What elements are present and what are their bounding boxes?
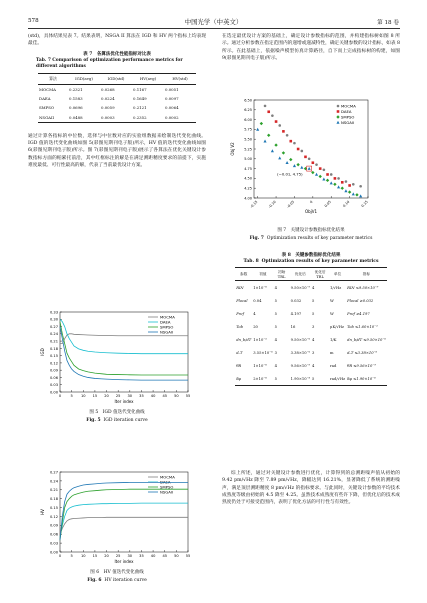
- x-tick-label: 10: [80, 554, 86, 558]
- t7-cell: 0.0097: [165, 96, 179, 102]
- table-row: [235, 307, 387, 320]
- table-row: [38, 112, 196, 122]
- left-para-2: 通过计算各指标的中位数，选择与中位数对应的实验组数据来绘制迭代变化曲线。IGD 值的迭代变化曲线如图 5(彩图见期刊电子版)所示，HV 值的迭代变化曲线如图 6(彩图见期刊电子版)所示。图 7(彩图见期刊电子版)展示了各算法在优化关键设计参数指标方面的帕累托前沿，其中红框标注的解是在满足测距精度要求的前提下，实施难度最低、可行性最高的解，代表了当前最优设计方案。: [28, 133, 206, 169]
- point-smpso: [267, 134, 270, 137]
- x-tick-label: 0.05: [323, 199, 332, 209]
- t7-header: IGD(avg): [75, 76, 93, 82]
- fig6-caption-en: [28, 578, 206, 584]
- point-daea: [334, 177, 337, 180]
- legend-marker: [336, 121, 339, 124]
- x-tick-label: 0: [58, 394, 62, 398]
- t8-cell: 2×10⁻⁸: [253, 376, 267, 381]
- legend-label: NSGAII: [341, 119, 355, 125]
- x-tick-label: 40: [150, 394, 156, 398]
- legend-label: DAEA: [160, 319, 171, 325]
- x-tick-label: 40: [150, 554, 156, 558]
- point-daea: [282, 130, 285, 133]
- x-axis-label: Iter index: [114, 399, 134, 404]
- table7-title-en-text: Comparison of optimization performance metrics for different algorithms: [36, 57, 183, 69]
- x-axis-label: ObjV1: [304, 209, 318, 214]
- t7-cell: 0.0051: [165, 86, 179, 92]
- fig6-label: Fig. 6: [87, 578, 102, 583]
- y-tick-label: 0.03: [49, 383, 58, 388]
- point-daea: [297, 148, 300, 151]
- fig7-caption-text: Optimization results of key parameter metrics: [266, 236, 373, 241]
- t8-cell: 3: [312, 350, 315, 355]
- hv-chart: [38, 466, 208, 566]
- y-tick-label: 0.12: [49, 514, 58, 519]
- table7-title-en: [28, 58, 206, 70]
- t8-cell: 5: [274, 324, 277, 329]
- t7-cell: 0.0268: [101, 86, 115, 92]
- point-nsgaii: [286, 161, 289, 164]
- t8-cell: 5: [274, 311, 277, 316]
- y-tick-label: 0.21: [49, 339, 58, 344]
- x-tick-label: 35: [139, 394, 144, 398]
- t8-cell: Plocal: [236, 298, 248, 303]
- legend-label: NSGAII: [160, 489, 174, 495]
- t8-header: 优化后: [294, 271, 306, 276]
- x-tick-label: 5: [70, 394, 73, 398]
- t7-header: HV(avg): [139, 76, 157, 82]
- series-line-mocma: [60, 334, 188, 344]
- point-nsgaii: [293, 164, 296, 167]
- point-smpso: [348, 190, 351, 193]
- t8-cell: 9.50×10⁻⁹: [290, 285, 311, 290]
- fig6-caption-cn: 图 6 HV 值迭代变化曲线: [90, 570, 144, 575]
- t7-cell: 0.0696: [69, 105, 83, 111]
- x-tick-label: 0.15: [360, 199, 369, 209]
- t8-cell: 0.032: [290, 298, 302, 303]
- table-row: [235, 372, 387, 386]
- highlight-label: (−0.01, 4.75): [277, 171, 303, 177]
- point-nsgaii: [330, 181, 333, 184]
- t8-cell: Plocal ≥0.032: [347, 298, 374, 303]
- point-nsgaii: [263, 139, 266, 142]
- t8-cell: 5: [274, 298, 277, 303]
- y-tick-label: 6.25: [244, 108, 252, 113]
- point-smpso: [355, 193, 358, 196]
- point-smpso: [282, 151, 285, 154]
- journal-title: 中国光学（中英文）: [184, 18, 243, 26]
- legend-label: DAEA: [341, 108, 352, 114]
- t8-cell: 9.56×10⁻⁹: [290, 363, 311, 368]
- y-tick-label: 0.24: [49, 332, 58, 337]
- x-tick-label: 50: [174, 554, 179, 558]
- y-axis-label: IGD: [40, 348, 45, 356]
- fig5-caption-text: IGD iteration curve: [103, 418, 148, 423]
- y-tick-label: 5.00: [244, 157, 252, 162]
- t8-cell: 4.197: [290, 311, 302, 316]
- point-nsgaii: [300, 166, 303, 169]
- point-mocma: [337, 177, 340, 180]
- y-tick-label: 0.30: [49, 317, 58, 322]
- t8-cell: 9.50×10⁻⁶: [290, 337, 311, 342]
- y-axis-label: Obj V2: [230, 142, 235, 156]
- point-nsgaii: [359, 194, 362, 197]
- page-number: 578: [28, 18, 39, 24]
- point-mocma: [345, 180, 348, 183]
- table8-title-en-text: Optimization results of key parameter metrics: [261, 259, 379, 265]
- x-tick-label: 45: [162, 394, 168, 398]
- y-tick-label: 0.21: [49, 488, 58, 493]
- t8-cell: 3: [312, 324, 315, 329]
- legend-label: MOCMA: [160, 314, 175, 320]
- fig7-label: Fig. 7: [249, 236, 264, 241]
- t8-cell: dₑT ≤3.38×10⁻⁶: [347, 350, 378, 355]
- x-tick-label: 30: [127, 554, 133, 558]
- fig7-caption-en: [222, 236, 400, 242]
- fig7-caption-cn: 图 7 关键设计参数指标优化结果: [277, 228, 345, 233]
- series-line-smpso: [60, 489, 188, 540]
- t7-cell: DAEA: [39, 96, 51, 102]
- point-mocma: [323, 168, 326, 171]
- point-daea: [319, 167, 322, 170]
- x-tick-label: 0: [309, 199, 314, 205]
- table8-title-en: [222, 259, 400, 265]
- t8-cell: 4: [274, 363, 277, 368]
- point-mocma: [293, 142, 296, 145]
- t8-cell: rad/√Hz: [330, 376, 346, 381]
- point-smpso: [333, 183, 336, 186]
- point-mocma: [359, 185, 362, 188]
- point-mocma: [264, 105, 267, 108]
- point-daea: [304, 156, 307, 159]
- series-line-daea: [60, 503, 188, 537]
- point-daea: [275, 120, 278, 123]
- right-para-2-block: [222, 470, 400, 507]
- t7-cell: 0.1167: [133, 86, 147, 92]
- y-tick-label: 5.75: [244, 127, 252, 132]
- y-tick-label: 0.12: [49, 361, 58, 366]
- t8-header: 指标: [362, 271, 371, 276]
- y-tick-label: 0.00: [49, 390, 58, 395]
- point-nsgaii: [256, 128, 259, 131]
- t7-cell: 0.2121: [133, 105, 147, 111]
- t8-cell: θR ≤9.56×10⁻⁹: [347, 363, 376, 368]
- x-tick-label: -0.05: [286, 199, 296, 209]
- x-tick-label: 5: [70, 554, 73, 558]
- t8-cell: 1.90×10⁻⁸: [290, 376, 311, 381]
- legend-label: MOCMA: [341, 103, 356, 109]
- y-tick-label: 0.06: [49, 375, 58, 380]
- t8-cell: 4: [312, 285, 315, 290]
- x-axis-label: Iter index: [114, 559, 134, 564]
- point-daea: [312, 161, 315, 164]
- x-tick-label: 20: [104, 554, 109, 558]
- right-para-2: 综上所述，通过对关键设计参数进行优化，计算得到的总测距噪声值从初始的 9.42 pm/√Hz 降至 7.89 pm/√Hz，降幅达到 16.21%，显著降低了系统的测距噪声，满足顶层测距精度 8 pm/√Hz 的指标要求。与此同时，关键设计参数的平均技术成熟度等级由初始的 4.5 降至 4.25。虽然技术成熟度有些许下降，但优化后的技术成熟度仍处于可接受范围内，表明了优化方法的可行性与有效性。: [222, 471, 400, 506]
- t8-cell: RIN ≤9.50×10⁻⁹: [347, 285, 379, 290]
- t7-cell: 0.0003: [101, 114, 115, 120]
- t7-cell: MOCMA: [39, 86, 56, 92]
- x-tick-label: 35: [139, 554, 144, 558]
- t7-cell: 0.1583: [69, 96, 83, 102]
- t8-cell: 5: [274, 376, 277, 381]
- t8-cell: 1/√Hz: [330, 285, 342, 290]
- t7-cell: 0.1649: [133, 96, 147, 102]
- legend-label: SMPSO: [160, 484, 174, 490]
- y-tick-label: 0.09: [49, 523, 58, 528]
- t8-cell: Pref: [236, 311, 244, 316]
- y-tick-label: 4.75: [244, 166, 252, 171]
- point-daea: [326, 173, 329, 176]
- t8-cell: 16: [290, 324, 296, 329]
- t8-cell: μK/√Hz: [330, 324, 344, 329]
- table-row: [38, 94, 196, 103]
- point-mocma: [286, 134, 289, 137]
- point-smpso: [289, 158, 292, 161]
- x-tick-label: 55: [185, 394, 191, 398]
- t8-cell: W: [330, 298, 334, 303]
- x-tick-label: 55: [185, 554, 191, 558]
- y-tick-label: 0.09: [49, 368, 58, 373]
- point-nsgaii: [352, 192, 355, 195]
- y-tick-label: 0.18: [49, 346, 58, 351]
- x-tick-label: 50: [174, 394, 179, 398]
- t8-cell: m: [330, 350, 334, 355]
- point-mocma: [301, 150, 304, 153]
- table8-block: [222, 253, 400, 386]
- y-tick-label: 4.50: [244, 176, 252, 181]
- x-tick-label: 25: [115, 554, 121, 558]
- point-mocma: [271, 114, 274, 117]
- t8-header: 单位: [333, 271, 342, 276]
- right-para-1: 在选定最优设计方案的基础上，确定设计参数指标的范围，并构建指标树如图 8 所示。通过分析参数在指定范围内的递增或递减特性，确定关键参数的设计指标，如表 8 所示。在此基础上，依据噪声模型仿真计算路径，自下而上完成指标树的构建，如图 9(彩图见期刊电子版)所示。: [222, 34, 400, 62]
- point-nsgaii: [337, 185, 340, 188]
- t8-cell: dₑT: [236, 350, 243, 355]
- t8-cell: 20: [253, 324, 258, 329]
- point-nsgaii: [315, 173, 318, 176]
- fig5-caption-en: [28, 418, 206, 424]
- t8-cell: dn_b/dT: [236, 337, 252, 342]
- y-tick-label: 0.06: [49, 532, 58, 537]
- igd-chart: [38, 306, 208, 406]
- y-tick-label: 6.50: [244, 98, 252, 103]
- fig5-caption-cn: 图 5 IGD 值迭代变化曲线: [89, 410, 145, 415]
- t8-cell: W: [330, 311, 334, 316]
- point-mocma: [278, 124, 281, 127]
- x-tick-label: -0.10: [267, 199, 277, 209]
- t8-cell: 4: [312, 337, 315, 342]
- t8-header: 初值: [259, 271, 267, 276]
- point-nsgaii: [278, 156, 281, 159]
- table-row: [235, 359, 387, 372]
- x-tick-label: 0: [58, 554, 62, 558]
- x-tick-label: 20: [104, 394, 109, 398]
- t8-cell: 3: [274, 350, 277, 355]
- fig6-caption-text: HV iteration curve: [104, 578, 147, 583]
- fig5-label: Fig. 5: [86, 418, 101, 423]
- x-tick-label: -0.15: [249, 199, 259, 209]
- table7: [38, 73, 196, 123]
- point-daea: [289, 140, 292, 143]
- t7-cell: 0.0224: [101, 96, 115, 102]
- t8-header: 优化后TRL: [314, 269, 326, 279]
- legend-marker: [337, 105, 340, 108]
- t8-cell: Tob ≤1.60×10⁻⁵: [347, 324, 378, 329]
- legend-label: DAEA: [160, 479, 171, 485]
- point-mocma: [315, 163, 318, 166]
- point-smpso: [319, 175, 322, 178]
- t8-cell: 4: [312, 363, 315, 368]
- y-tick-label: 0.24: [49, 479, 58, 484]
- legend-label: SMPSO: [160, 324, 174, 330]
- y-tick-label: 0.18: [49, 497, 58, 502]
- t8-cell: δφ: [236, 376, 241, 381]
- y-tick-label: 0.27: [49, 324, 58, 329]
- y-tick-label: 0.00: [49, 550, 58, 555]
- table-row: [235, 281, 387, 295]
- left-para-1: (std)，具体结果见表 7。结果表明，NSGA II 算法在 IGD 和 HV 两个指标上均表现最佳。: [28, 34, 206, 47]
- t8-header: 参数: [240, 271, 248, 276]
- t7-header: 算法: [49, 75, 57, 81]
- point-mocma: [308, 158, 311, 161]
- x-tick-label: 30: [127, 394, 133, 398]
- point-smpso: [326, 179, 329, 182]
- x-tick-label: 25: [115, 394, 121, 398]
- y-tick-label: 5.50: [244, 137, 252, 142]
- t8-cell: 1×10⁻⁵: [253, 337, 267, 342]
- t8-cell: 4: [274, 285, 277, 290]
- x-tick-label: 0.10: [342, 199, 351, 209]
- legend-label: NSGAII: [160, 329, 174, 335]
- y-tick-label: 0.03: [49, 541, 58, 546]
- t7-cell: 0.0064: [165, 105, 179, 111]
- table8: [235, 267, 387, 386]
- t8-cell: 5: [312, 376, 315, 381]
- y-tick-label: 0.15: [49, 505, 58, 510]
- point-smpso: [296, 163, 299, 166]
- t8-cell: rad: [330, 363, 337, 368]
- table-row: [235, 346, 387, 359]
- t8-cell: 4: [253, 311, 256, 316]
- y-tick-label: 4.00: [244, 196, 252, 201]
- table8-label: Tab. 8: [243, 259, 259, 265]
- t7-cell: SMPSO: [39, 105, 55, 111]
- t8-cell: 5: [312, 298, 315, 303]
- t7-header: IGD(std): [107, 76, 125, 82]
- right-column: [222, 33, 400, 62]
- t8-header: 初始TRL: [277, 269, 286, 279]
- legend-marker: [337, 110, 340, 113]
- t8-cell: 0.04: [253, 298, 262, 303]
- table7-title-cn: 表 7 各算法优化性能指标对比表: [83, 51, 151, 57]
- t7-header: HV(std): [172, 76, 188, 82]
- y-tick-label: 5.25: [244, 147, 252, 152]
- header-rule: [28, 28, 400, 29]
- t7-cell: 0.0002: [165, 114, 179, 120]
- x-tick-label: 45: [162, 554, 168, 558]
- t8-cell: 1×10⁻⁸: [253, 285, 267, 290]
- table-row: [38, 103, 196, 112]
- table7-label: Tab. 7: [36, 57, 51, 63]
- table-row: [38, 84, 196, 94]
- point-smpso: [341, 187, 344, 190]
- t8-cell: RIN: [236, 285, 244, 290]
- y-tick-label: 0.33: [49, 310, 58, 315]
- t7-cell: 0.2352: [133, 114, 147, 120]
- t8-cell: Pref ≥4.197: [347, 311, 370, 316]
- issue-label: 第 18 卷: [377, 20, 399, 26]
- t8-cell: δφ ≤1.90×10⁻⁸: [347, 376, 376, 381]
- t8-cell: dn_b/dT ≤9.50×10⁻⁶: [347, 337, 386, 342]
- t7-cell: 0.2321: [69, 86, 83, 92]
- y-tick-label: 6.00: [244, 117, 252, 122]
- t8-cell: 3.38×10⁻⁶: [290, 350, 311, 355]
- t7-cell: 0.0059: [101, 105, 115, 111]
- legend-marker: [336, 115, 339, 118]
- table8-title-cn: 表 8 关键参数指标优化结果: [281, 253, 341, 258]
- point-smpso: [274, 143, 277, 146]
- t8-cell: θR: [236, 363, 242, 368]
- point-daea: [341, 181, 344, 184]
- y-tick-label: 0.15: [49, 354, 58, 359]
- t8-cell: 4: [274, 337, 277, 342]
- table-row: [235, 333, 387, 346]
- y-axis-label: HV: [40, 509, 45, 515]
- t7-cell: 0.0488: [69, 114, 83, 120]
- left-column: [28, 33, 206, 169]
- x-tick-label: 15: [92, 554, 98, 558]
- table-row: [235, 294, 387, 307]
- point-daea: [267, 110, 270, 113]
- legend-label: MOCMA: [160, 474, 175, 480]
- t7-cell: NSGAII: [39, 114, 55, 120]
- point-daea: [348, 184, 351, 187]
- point-nsgaii: [344, 189, 347, 192]
- t8-cell: Tob: [236, 324, 243, 329]
- y-tick-label: 0.27: [49, 470, 58, 475]
- point-nsgaii: [271, 149, 274, 152]
- x-tick-label: 15: [92, 394, 98, 398]
- t8-cell: 1/K: [330, 337, 337, 342]
- x-tick-label: 10: [80, 394, 86, 398]
- point-nsgaii: [308, 167, 311, 170]
- legend-label: SMPSO: [341, 114, 355, 120]
- t8-cell: 5: [312, 311, 315, 316]
- point-smpso: [260, 122, 263, 125]
- point-nsgaii: [322, 177, 325, 180]
- t8-cell: 3.55×10⁻⁶: [253, 350, 273, 355]
- table-row: [235, 320, 387, 333]
- series-line-mocma: [60, 517, 188, 534]
- pareto-chart: [228, 96, 398, 220]
- point-mocma: [352, 183, 355, 186]
- y-tick-label: 4.25: [244, 186, 252, 191]
- point-mocma: [330, 173, 333, 176]
- t8-cell: 1×10⁻⁸: [253, 363, 267, 368]
